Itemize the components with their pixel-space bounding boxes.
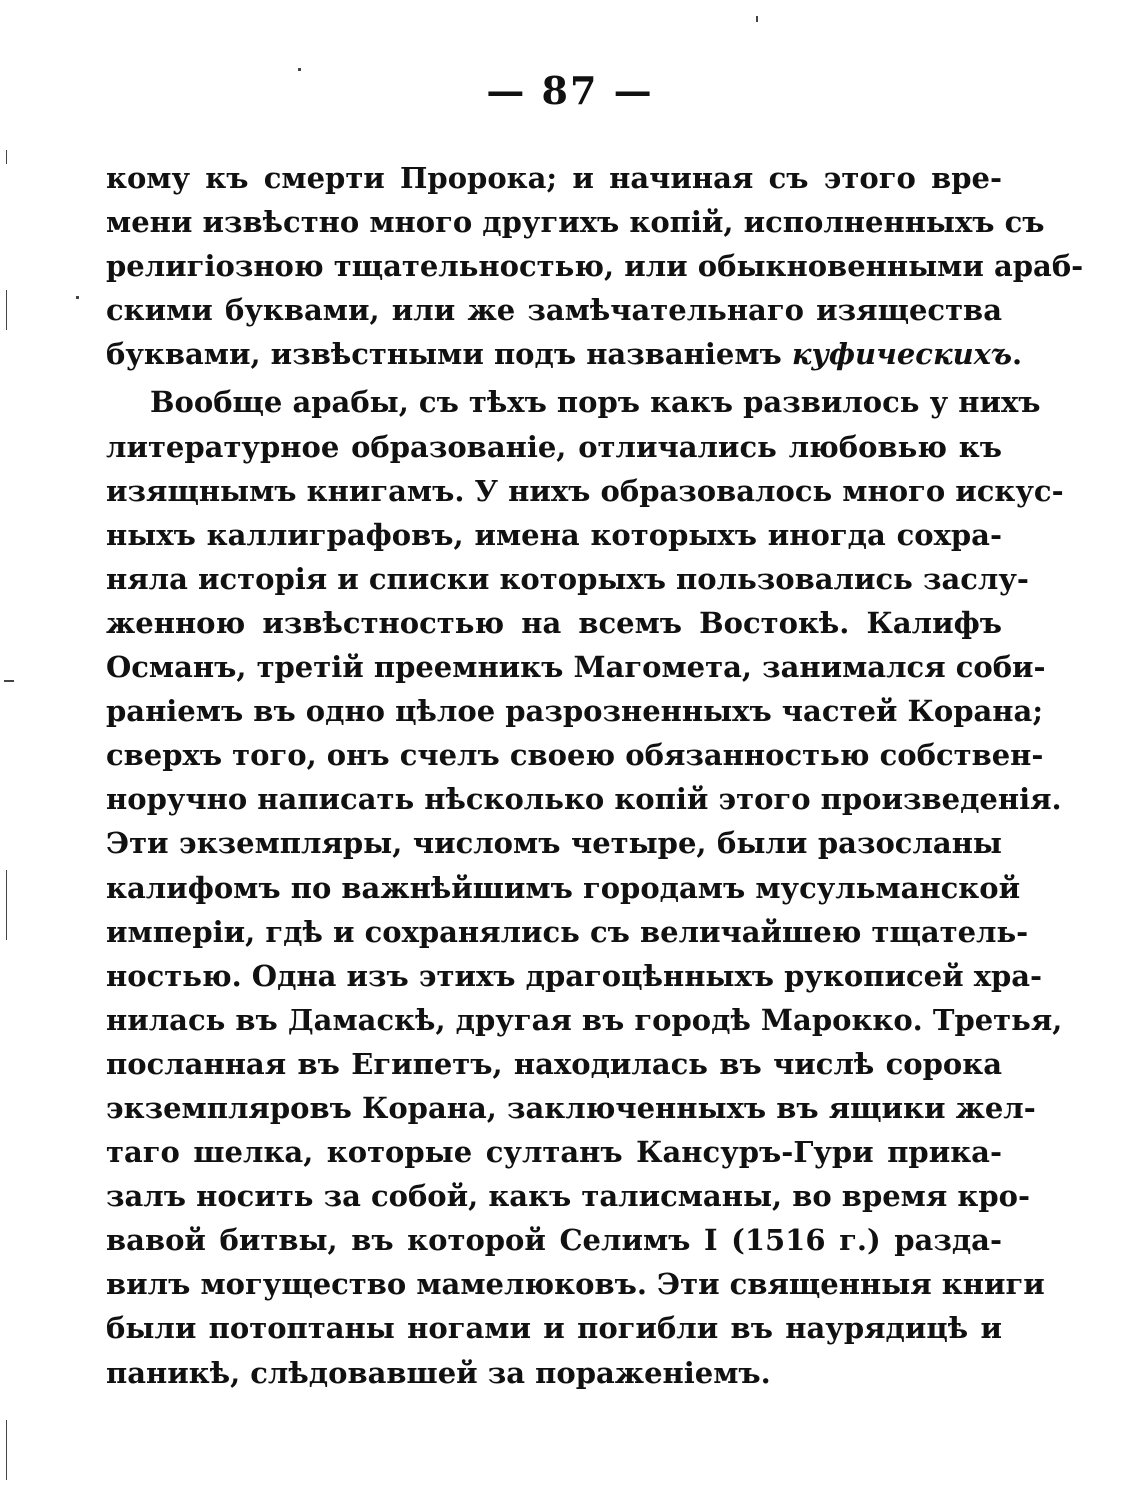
paragraph-2 bbox=[106, 380, 1064, 1394]
scan-margin-mark bbox=[4, 680, 14, 682]
italic-term: куфическихъ bbox=[791, 337, 1013, 372]
scan-dot bbox=[298, 68, 301, 71]
text-line: ныхъ каллиграфовъ, имена которыхъ иногда сохра- bbox=[106, 517, 1002, 552]
text-line bbox=[106, 332, 1023, 376]
text-line: скими буквами, или же замѣчательнаго изящества bbox=[106, 293, 1002, 328]
text-line: няла исторія и списки которыхъ пользовались заслу- bbox=[106, 561, 1029, 596]
text-line: литературное образованіе, отличались любовью къ bbox=[106, 429, 1002, 464]
scan-margin-mark bbox=[6, 150, 7, 164]
text-line: кому къ смерти Пророка; и начиная съ этого вре- bbox=[106, 161, 1002, 195]
text-line: норучно написать нѣсколько копій этого произведенія. bbox=[106, 782, 1062, 817]
paragraph-1 bbox=[106, 156, 1084, 376]
text-line: Эти экземпляры, числомъ четыре, были разосланы bbox=[106, 826, 1002, 861]
text-line: мени извѣстно много другихъ копій, исполненныхъ съ bbox=[106, 205, 1045, 240]
text-line: таго шелка, которые султанъ Кансуръ-Гури прика- bbox=[106, 1135, 1002, 1170]
scan-dot bbox=[76, 296, 79, 299]
text-line: Вообще арабы, съ тѣхъ поръ какъ развилось у нихъ bbox=[150, 385, 1041, 420]
text-line: сверхъ того, онъ счелъ своею обязанностью собствен- bbox=[106, 738, 1044, 773]
text-span: буквами, извѣстными подъ названіемъ bbox=[106, 337, 792, 372]
text-line: посланная въ Египетъ, находилась въ числѣ сорока bbox=[106, 1046, 1002, 1081]
page-number: — 87 — bbox=[486, 68, 654, 113]
text-line: калифомъ по важнѣйшимъ городамъ мусульманской bbox=[106, 870, 1021, 905]
text-line: раніемъ въ одно цѣлое разрозненныхъ частей Корана; bbox=[106, 694, 1044, 729]
text-line: были потоптаны ногами и погибли въ наурядицѣ и bbox=[106, 1311, 1002, 1346]
text-line: нилась въ Дамаскѣ, другая въ городѣ Марокко. Третья, bbox=[106, 1002, 1063, 1037]
text-line: залъ носить за собой, какъ талисманы, во время кро- bbox=[106, 1179, 1030, 1214]
text-line: женною извѣстностью на всемъ Востокѣ. Калифъ bbox=[106, 605, 1002, 640]
text-line: Османъ, третій преемникъ Магомета, занимался соби- bbox=[106, 650, 1046, 685]
text-line: ностью. Одна изъ этихъ драгоцѣнныхъ рукописей хра- bbox=[106, 958, 1043, 993]
text-span: . bbox=[1012, 337, 1023, 372]
text-line: вилъ могущество мамелюковъ. Эти священныя книги bbox=[106, 1267, 1045, 1302]
text-line: вавой битвы, въ которой Селимъ I (1516 г.) разда- bbox=[106, 1223, 1002, 1258]
scan-dot bbox=[756, 16, 758, 22]
text-line: изящнымъ книгамъ. У нихъ образовалось много искус- bbox=[106, 473, 1064, 508]
body-text bbox=[106, 156, 1084, 1395]
text-line: экземпляровъ Корана, заключенныхъ въ ящики жел- bbox=[106, 1090, 1036, 1125]
text-line: паникѣ, слѣдовавшей за пораженіемъ. bbox=[106, 1355, 771, 1390]
scan-margin-mark bbox=[6, 290, 7, 330]
scan-margin-mark bbox=[6, 870, 7, 940]
text-line: религіозною тщательностью, или обыкновенными араб- bbox=[106, 249, 1084, 284]
text-line: имперіи, гдѣ и сохранялись съ величайшею тщатель- bbox=[106, 914, 1029, 949]
scan-margin-mark bbox=[6, 1420, 7, 1480]
